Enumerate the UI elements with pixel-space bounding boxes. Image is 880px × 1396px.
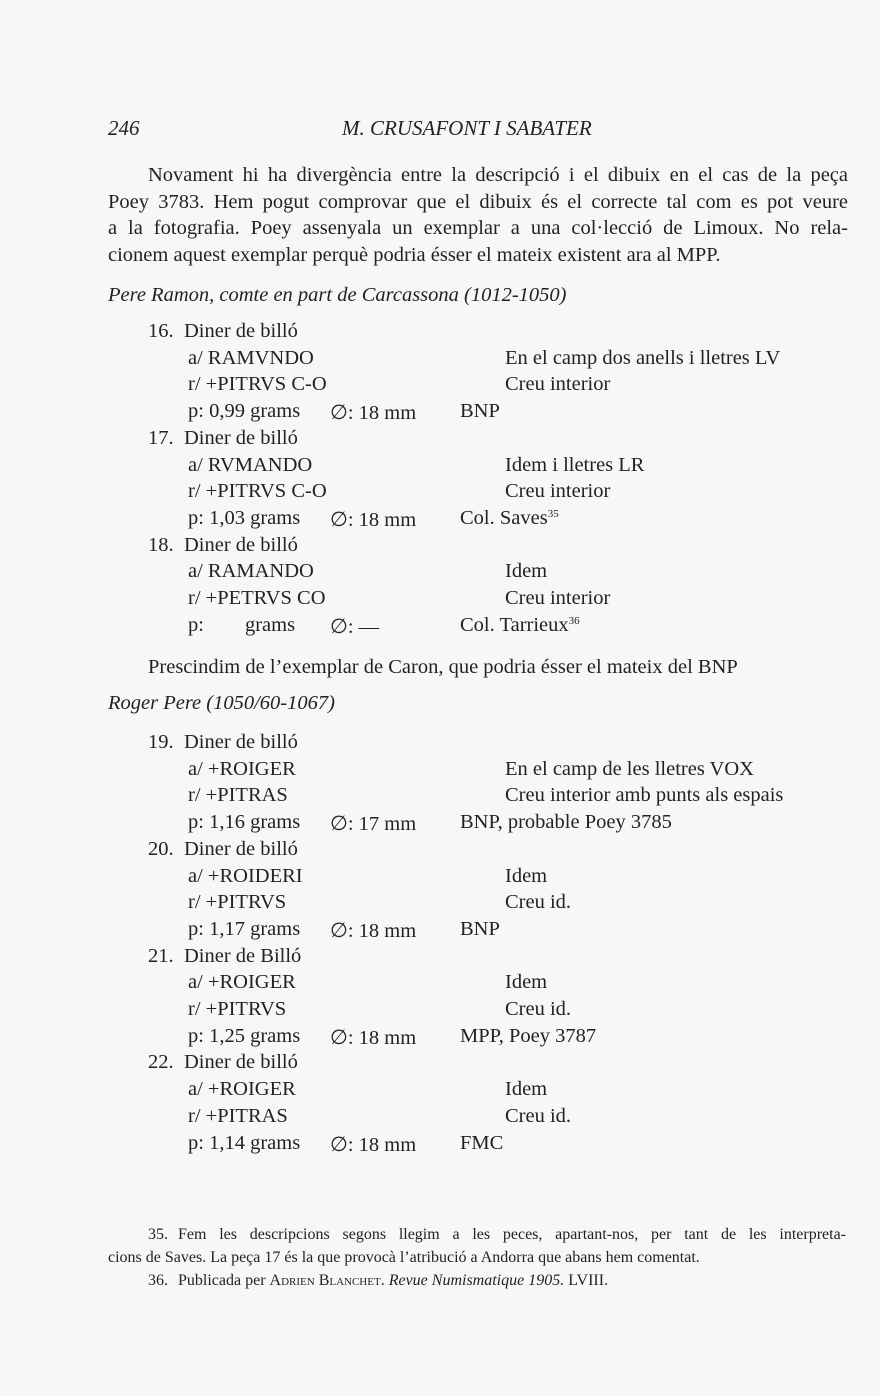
item-reverse	[188, 480, 327, 503]
item-obverse	[188, 560, 314, 583]
intro-line: Poey 3783. Hem pogut comprovar que el dibuix és el correcte tal com es pot veure	[108, 190, 848, 213]
item-weight-text: p: 1,03 grams	[188, 506, 301, 529]
item-diameter-text: ∅: 18 mm	[330, 1133, 417, 1156]
item-number	[148, 427, 174, 450]
item-location	[460, 918, 500, 941]
item-obverse-desc	[505, 865, 547, 888]
running-title: M. CRUSAFONT I SABATER	[342, 116, 592, 140]
item-weight	[188, 811, 300, 834]
item-reverse-desc-text: Creu interior	[505, 373, 611, 396]
item-weight-text: p: 1,17 grams	[188, 917, 301, 940]
item-number	[148, 320, 174, 343]
item-number-text: 21.	[148, 944, 174, 967]
item-obverse-text: a/ RAMANDO	[188, 560, 314, 583]
item-reverse	[188, 1105, 288, 1128]
item-weight-text: p: 1,25 grams	[188, 1024, 301, 1047]
item-obverse-desc-text: Idem	[505, 560, 548, 583]
item-location	[460, 1132, 503, 1155]
item-reverse-desc	[505, 891, 571, 914]
intro-paragraph	[108, 162, 848, 268]
item-number-text: 16.	[148, 320, 174, 342]
item-obverse-text: a/ +ROIGER	[188, 757, 296, 780]
item-number-text: 17.	[148, 426, 174, 449]
item-obverse	[188, 454, 312, 477]
item-obverse-text: a/ +ROIGER	[188, 1078, 296, 1101]
item-reverse-desc	[505, 998, 571, 1021]
item-obverse-desc	[505, 1078, 547, 1101]
item-weight	[188, 507, 300, 530]
footnote-ref: 35	[547, 507, 559, 520]
item-obverse	[188, 1078, 296, 1101]
item-number	[148, 838, 174, 861]
item-obverse-desc-text: Idem	[505, 1078, 548, 1101]
footnote-35-line1: Fem les descripcions segons llegim a les peces, apartant-nos, per tant de les interpreta-	[178, 1226, 846, 1243]
item-obverse-desc	[505, 971, 547, 994]
item-weight	[188, 1132, 300, 1155]
item-number-text: 18.	[148, 533, 174, 556]
item-location-text: MPP, Poey 3787	[460, 1024, 597, 1047]
item-obverse-desc-text: Idem i lletres LR	[505, 453, 645, 476]
item-location	[460, 811, 672, 834]
item-number-text: 20.	[148, 837, 174, 860]
intro-line: cionem aquest exemplar perquè podria ésser el mateix existent ara al MPP.	[108, 243, 721, 266]
item-obverse-desc	[505, 758, 754, 781]
item-title	[184, 731, 298, 754]
item-weight-text: p: 1,16 grams	[188, 811, 301, 834]
item-weight-text: p: 1,14 grams	[188, 1131, 301, 1154]
item-diameter	[330, 1132, 416, 1157]
item-reverse	[188, 373, 327, 396]
item-diameter	[330, 507, 416, 532]
item-reverse-desc	[505, 1105, 571, 1128]
item-obverse-text: a/ RAMVNDO	[188, 346, 314, 369]
item-location-text: BNP	[460, 917, 500, 940]
item-obverse	[188, 758, 296, 781]
item-weight	[188, 1025, 300, 1048]
item-title-text: Diner de billó	[184, 533, 298, 556]
item-obverse-text: a/ RVMANDO	[188, 453, 313, 476]
item-weight	[188, 918, 300, 941]
item-obverse-desc-text: Idem	[505, 864, 548, 887]
item-number-text: 22.	[148, 1051, 174, 1074]
item-diameter	[330, 614, 379, 639]
item-reverse-desc	[505, 587, 610, 610]
footnote-36-author: Adrien Blanchet	[269, 1272, 381, 1289]
item-reverse	[188, 784, 288, 807]
intro-line: a la fotografia. Poey assenyala un exemplar a una col·lecció de Limoux. No rela-	[108, 217, 848, 240]
item-title	[184, 1051, 298, 1074]
footnote-36-number: 36.	[148, 1272, 168, 1289]
item-location-text: Col. Tarrieux	[460, 613, 569, 636]
footnote-36-post: LVIII.	[568, 1272, 609, 1289]
item-reverse-desc-text: Creu interior amb punts als espais	[505, 784, 784, 807]
item-diameter-text: ∅: 18 mm	[330, 1026, 417, 1049]
item-obverse-desc-text: En el camp dos anells i lletres LV	[505, 346, 781, 369]
item-reverse-text: r/ +PITRVS C-O	[188, 373, 327, 396]
interlude-text: Prescindim de l’exemplar de Caron, que podria ésser el mateix del BNP	[148, 656, 738, 678]
item-reverse-text: r/ +PITRVS C-O	[188, 480, 327, 503]
item-diameter-text: ∅: 18 mm	[330, 508, 417, 531]
footnote-36-journal: Revue Numismatique 1905.	[388, 1272, 565, 1289]
item-weight-text: p: 0,99 grams	[188, 400, 301, 423]
item-obverse-desc-text: Idem	[505, 971, 548, 994]
item-reverse-text: r/ +PITRVS	[188, 891, 287, 914]
item-title-text: Diner de billó	[184, 320, 298, 342]
item-location-text: BNP	[460, 400, 500, 423]
item-reverse-desc-text: Creu interior	[505, 480, 611, 503]
item-location-text: BNP, probable Poey 3785	[460, 811, 672, 834]
item-title	[184, 945, 301, 968]
footnote-35-line2: cions de Saves. La peça 17 és la que provocà l’atribució a Andorra que abans hem comentat.	[108, 1249, 700, 1266]
item-title-text: Diner de billó	[184, 731, 298, 753]
item-reverse-text: r/ +PITRAS	[188, 1104, 288, 1127]
item-diameter	[330, 400, 416, 425]
item-weight-text: p: grams	[188, 613, 296, 636]
item-obverse-desc	[505, 347, 780, 370]
item-diameter-text: ∅: —	[330, 615, 380, 638]
item-reverse-desc-text: Creu id.	[505, 1104, 572, 1127]
footnote-35-number: 35.	[148, 1226, 168, 1243]
item-reverse-desc-text: Creu id.	[505, 998, 572, 1020]
item-obverse	[188, 971, 296, 994]
item-location	[460, 507, 559, 530]
item-number-text: 19.	[148, 731, 174, 753]
item-reverse-desc	[505, 373, 610, 396]
item-location-text: Col. Saves	[460, 506, 548, 529]
item-title-text: Diner de billó	[184, 837, 298, 860]
item-weight	[188, 400, 300, 423]
item-title-text: Diner de billó	[184, 426, 298, 449]
item-title	[184, 534, 298, 557]
item-diameter-text: ∅: 17 mm	[330, 813, 417, 836]
item-location	[460, 400, 500, 423]
item-weight	[188, 614, 295, 637]
item-title-text: Diner de Billó	[184, 944, 302, 967]
item-reverse	[188, 587, 326, 610]
footnote-36-text: Publicada per Adrien Blanchet. Revue Numismatique 1905. LVIII.	[178, 1272, 609, 1289]
item-number	[148, 534, 174, 557]
item-diameter	[330, 918, 416, 943]
item-number	[148, 731, 174, 754]
item-diameter	[330, 1025, 416, 1050]
item-obverse	[188, 347, 314, 370]
item-number	[148, 1051, 174, 1074]
item-obverse-text: a/ +ROIDERI	[188, 864, 303, 887]
item-reverse-text: r/ +PETRVS CO	[188, 587, 326, 609]
section-title-pere-ramon: Pere Ramon, comte en part de Carcassona (1012-1050)	[108, 284, 567, 306]
footnote-36-pre: Publicada per	[178, 1272, 266, 1289]
item-reverse-desc	[505, 480, 610, 503]
item-obverse-desc	[505, 560, 547, 583]
item-obverse	[188, 865, 303, 888]
item-diameter	[330, 811, 416, 836]
item-obverse-desc	[505, 454, 644, 477]
item-title	[184, 427, 298, 450]
item-title-text: Diner de billó	[184, 1051, 298, 1074]
item-diameter-text: ∅: 18 mm	[330, 402, 417, 425]
item-location	[460, 614, 580, 637]
item-title	[184, 838, 298, 861]
item-reverse-desc-text: Creu id.	[505, 891, 572, 914]
item-diameter-text: ∅: 18 mm	[330, 919, 417, 942]
intro-line: Novament hi ha divergència entre la descripció i el dibuix en el cas de la peça	[148, 164, 848, 186]
item-reverse-text: r/ +PITRVS	[188, 998, 287, 1020]
item-obverse-desc-text: En el camp de les lletres VOX	[505, 757, 754, 780]
item-title	[184, 320, 298, 343]
item-reverse	[188, 891, 286, 914]
item-reverse	[188, 998, 286, 1021]
item-location-text: FMC	[460, 1131, 504, 1154]
item-obverse-text: a/ +ROIGER	[188, 971, 296, 994]
section-title-roger-pere: Roger Pere (1050/60-1067)	[108, 692, 335, 714]
item-reverse-desc-text: Creu interior	[505, 587, 611, 609]
footnote-ref: 36	[568, 614, 580, 627]
item-reverse-desc	[505, 784, 783, 807]
item-reverse-text: r/ +PITRAS	[188, 784, 288, 807]
item-number	[148, 945, 174, 968]
item-location	[460, 1025, 596, 1048]
page-number: 246	[108, 116, 140, 140]
